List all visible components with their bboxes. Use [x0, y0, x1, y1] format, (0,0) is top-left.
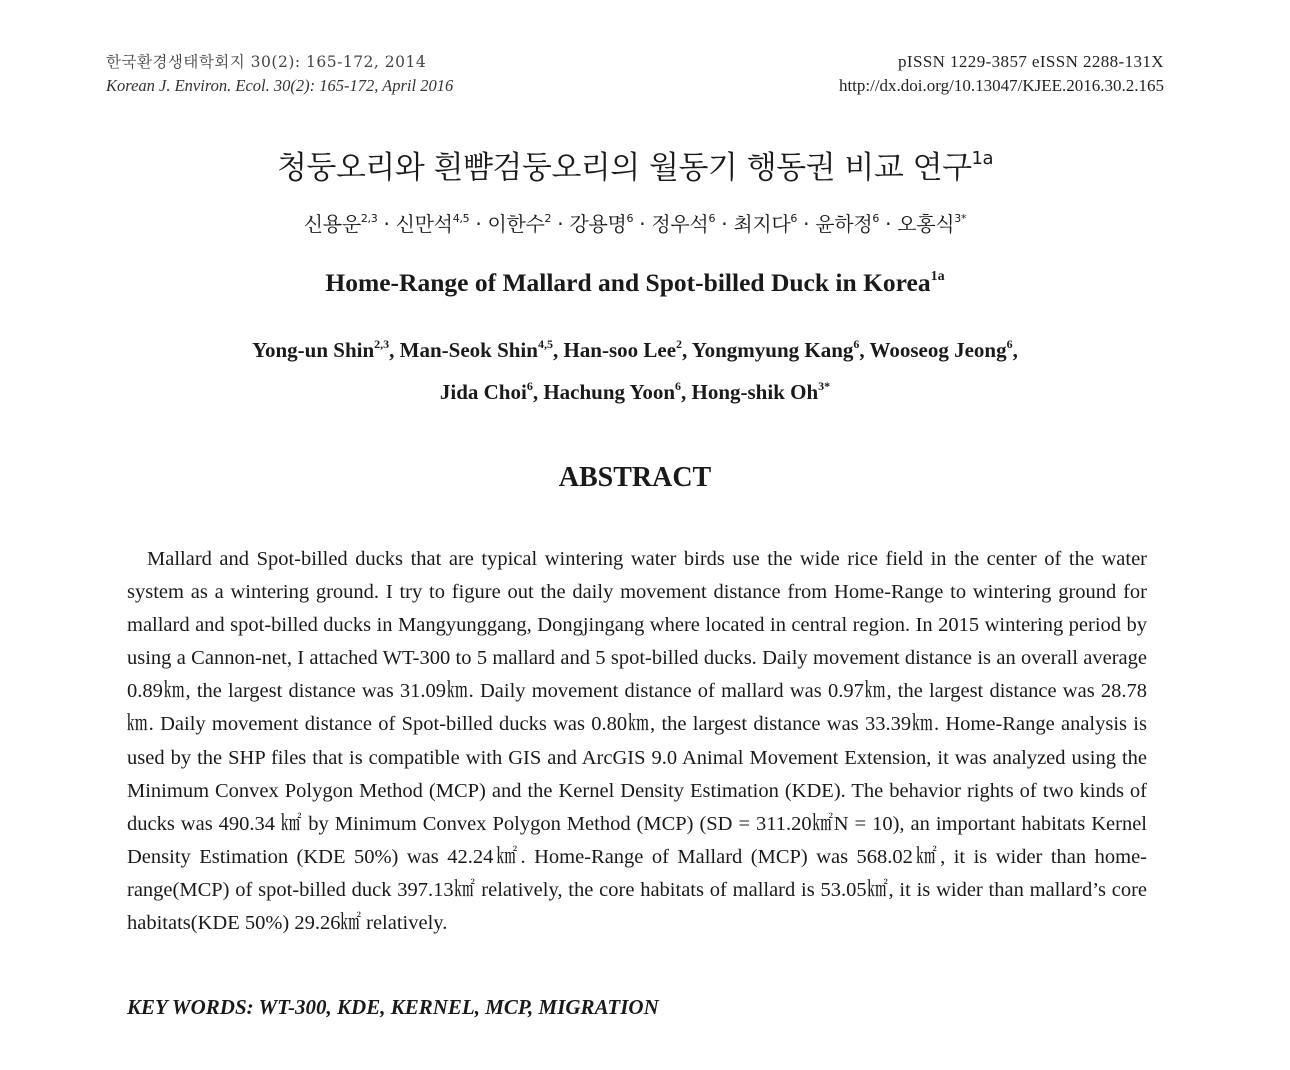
author-affiliation-mark: 4,5 [452, 212, 470, 225]
author-affiliation-mark: 6 [853, 337, 860, 351]
author-separator: · [551, 212, 570, 236]
author-affiliation-mark: 6 [790, 212, 798, 225]
doi-link[interactable]: http://dx.doi.org/10.13047/KJEE.2016.30.2.165 [838, 76, 1164, 95]
abstract-heading: ABSTRACT [558, 462, 712, 493]
author-affiliation-mark: 6 [708, 212, 716, 225]
author-affiliation-mark: 6 [1006, 337, 1013, 351]
author-separator: · [715, 212, 734, 236]
author-name-kr: 윤하정 [815, 212, 873, 236]
paper-title-korean [0, 142, 1270, 187]
author-name-kr: 오홍식 [897, 212, 955, 236]
author-affiliation-mark: 6 [626, 212, 634, 225]
author-name-en: Yong-un Shin [252, 338, 375, 362]
author-affiliation-mark: 6 [526, 379, 533, 393]
journal-name-english: Korean J. Environ. Ecol. 30(2): 165-172, April 2016 [106, 76, 454, 95]
author-list-english: Yong-un Shin$^{2,3}$, Man-Seok Shin$^{4,5}$, Han-soo Lee$^2$, Yongmyung Kang$^6$, Wooseog Jeong$^6$, Jida Choi$^6$, Hachung Yoon$^6$, Hong-shik $Oh^{3*}$ [252, 337, 1018, 404]
author-separator: · [879, 212, 898, 236]
author-affiliation-mark: 4,5 [537, 337, 553, 351]
author-name-kr: 신만석 [395, 212, 453, 236]
author-affiliation-mark: 3* [954, 212, 967, 225]
paper-title-english [0, 268, 1270, 298]
keywords: KEY WORDS: WT-300, KDE, KERNEL, MCP, MIGRATION [127, 995, 659, 1019]
author-separator: · [469, 212, 488, 236]
author-affiliation-mark: 3* [818, 379, 831, 393]
issn-info: pISSN 1229-3857 eISSN 2288-131X [898, 52, 1164, 71]
author-name-en: Man-Seok Shin [399, 338, 538, 362]
author-name-kr: 이한수 [487, 212, 545, 236]
abstract-text: Mallard and Spot-billed ducks that are typical wintering water birds use the wide rice field in the center of the water system as a wintering ground. I try to figure out the daily movement distance from Home-Range to wintering ground for mallard and spot-billed ducks in Mangyunggang, Dongjingang where located in central region. In 2015 wintering period by using a Cannon-net, I attached WT-300 to 5 mallard and 5 spot-billed ducks. Daily movement distance is an overall average 0.89㎞, the largest distance was 31.09㎞. Daily movement distance of mallard was 0.97㎞, the largest distance was 28.78㎞. Daily movement distance of Spot-billed ducks was 0.80㎞, the largest distance was 33.39㎞. Home-Range analysis is used by the SHP files that is compatible with GIS and ArcGIS 9.0 Animal Movement Extension, it was analyzed using the Minimum Convex Polygon Method (MCP) and the Kernel Density Estimation (KDE). The behavior rights of two kinds of ducks was 490.34 ㎢ by Minimum Convex Polygon Method (MCP) (SD = 311.20㎢N = 10), an important habitats Kernel Density Estimation (KDE 50%) was 42.24㎢. Home-Range of Mallard (MCP) was 568.02㎢, it is wider than home-range(MCP) of spot-billed duck 397.13㎢ relatively, the core habitats of mallard is 53.05㎢, it is wider than mallard’s core habitats(KDE 50%) 29.26㎢ relatively. [127, 548, 1147, 935]
author-separator: · [633, 212, 652, 236]
title-kr-footnote-mark: 1a [971, 148, 994, 169]
author-affiliation-mark: 2 [676, 337, 683, 351]
author-list-korean [0, 208, 1270, 237]
journal-name-korean: 한국환경생태학회지 30(2): 165-172, 2014 [106, 53, 427, 71]
author-affiliation-mark: 6 [872, 212, 880, 225]
running-header [106, 50, 1164, 96]
header-row-2 [106, 72, 1164, 96]
author-name-en: Wooseog Jeong [869, 338, 1007, 362]
author-affiliation-mark: 2,3 [374, 337, 390, 351]
author-name-en: Yongmyung Kang [691, 338, 854, 362]
author-name-en: Hong-shik Oh [691, 380, 819, 404]
title-kr-text: 청둥오리와 흰뺨검둥오리의 월동기 행동권 비교 연구 [276, 150, 972, 186]
title-en-footnote-mark: 1a [930, 269, 945, 284]
author-name-kr: 정우석 [651, 212, 709, 236]
author-affiliation-mark: 6 [675, 379, 681, 393]
author-affiliation-mark: 2 [544, 212, 552, 225]
author-separator: · [797, 212, 816, 236]
author-name-en: Han-soo Lee [563, 338, 677, 362]
author-separator: · [377, 212, 396, 236]
author-name-en: Jida Choi [439, 380, 527, 404]
author-name-kr: 신용운 [303, 212, 361, 236]
author-name-kr: 최지다 [733, 212, 791, 236]
header-row-1 [106, 50, 1164, 72]
author-name-en: Hachung Yoon [543, 380, 675, 404]
author-affiliation-mark: 2,3 [360, 212, 378, 225]
author-name-kr: 강용명 [569, 212, 627, 236]
title-en-text: Home-Range of Mallard and Spot-billed Duck in Korea [325, 268, 931, 297]
